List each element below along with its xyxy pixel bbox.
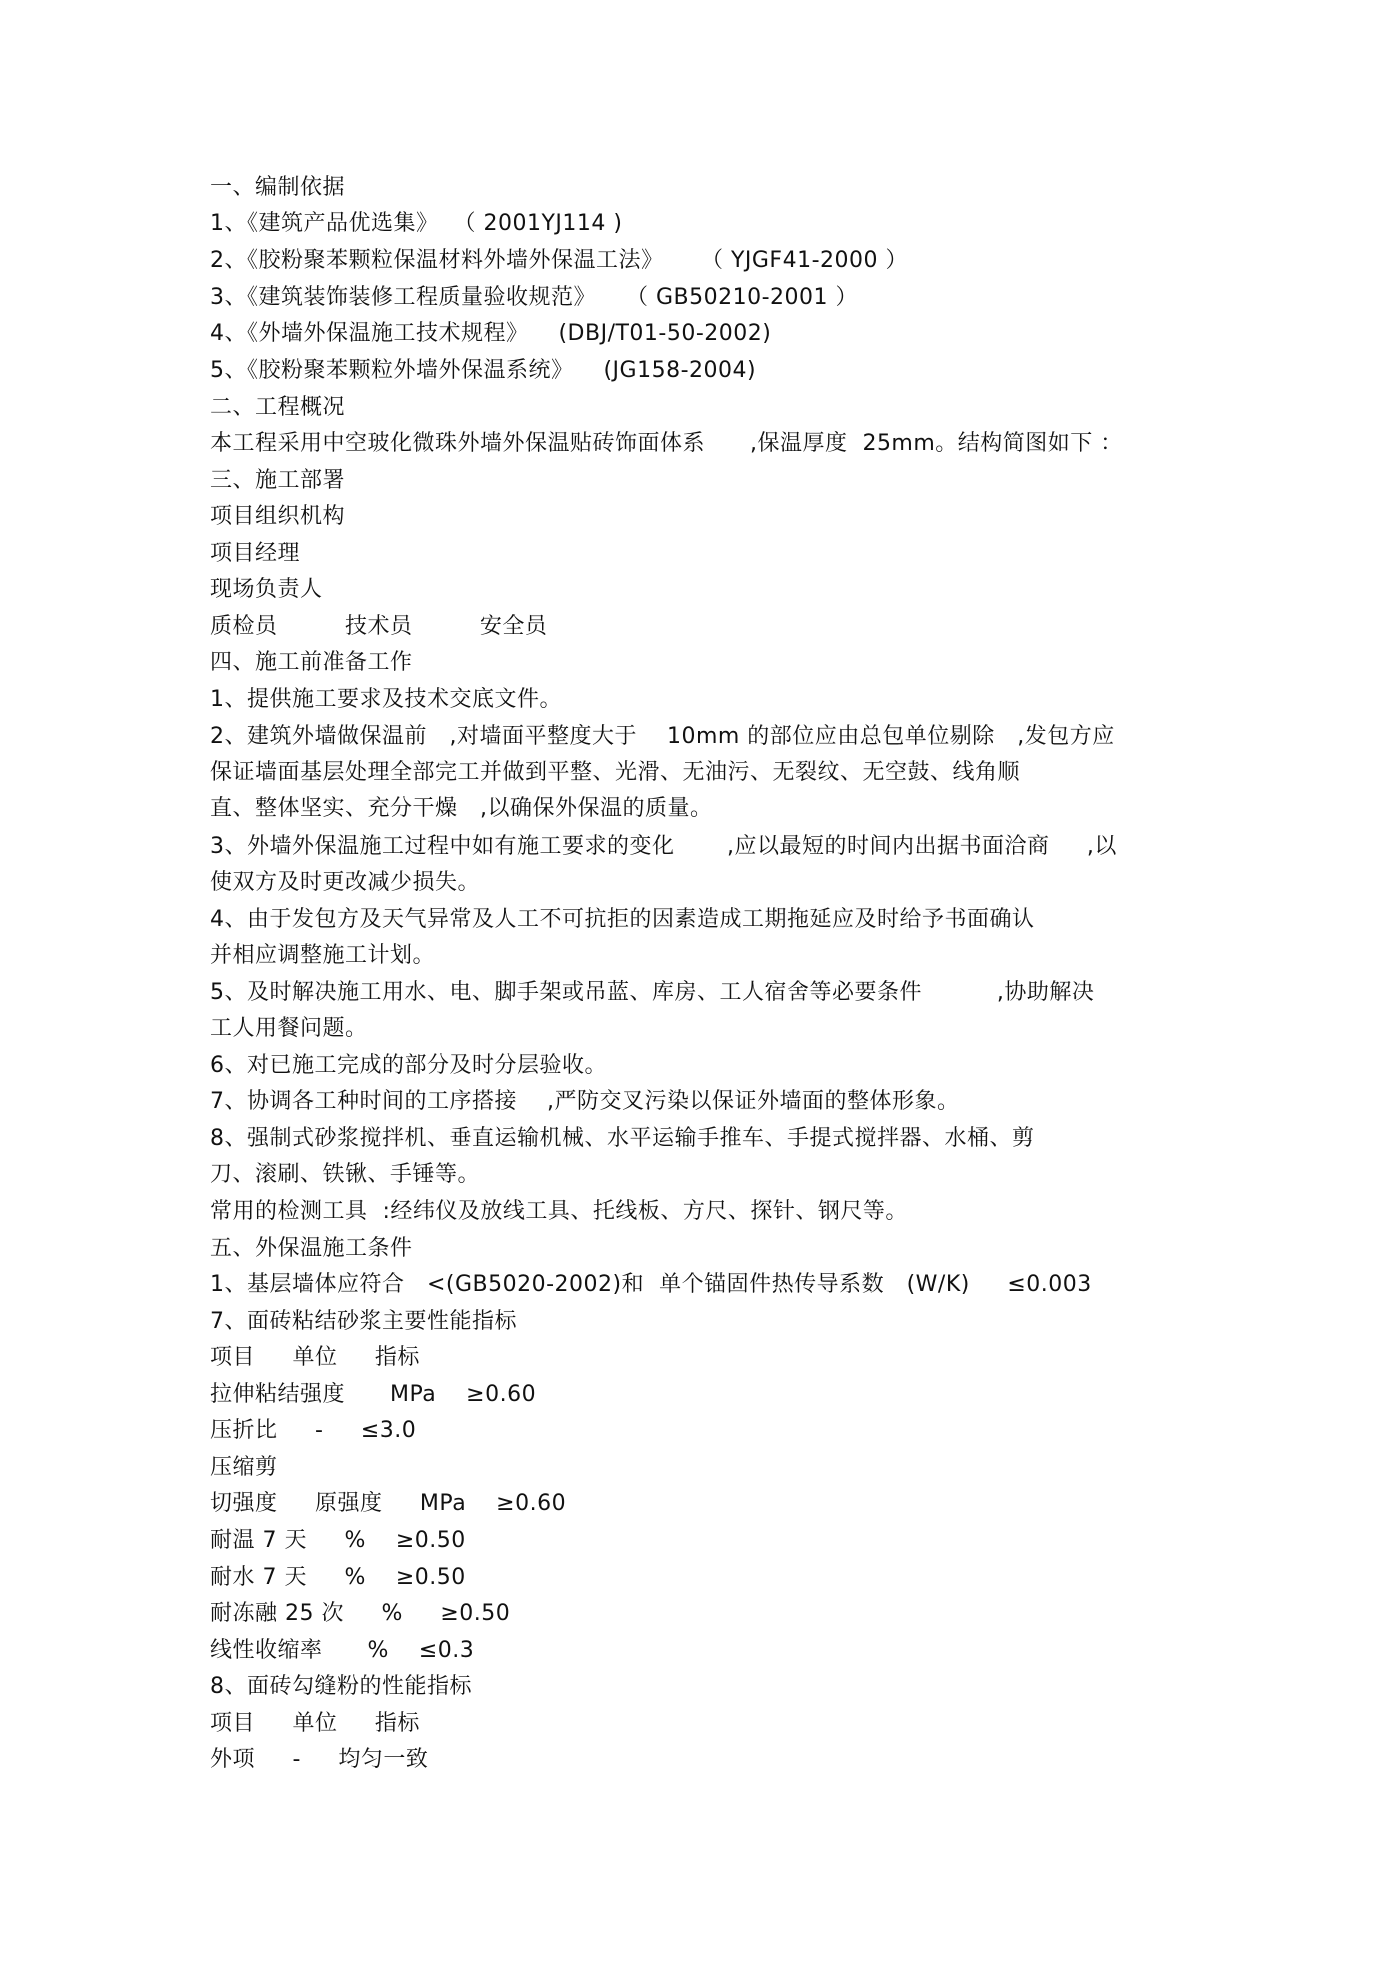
heading-1: 一、编制依据 (210, 175, 346, 200)
inspection-tools-line: 常用的检测工具 :经纬仪及放线工具、托线板、方尺、探针、钢尺等。 (210, 1199, 908, 1224)
reference-3: 3、《建筑装饰装修工程质量验收规范》 （ GB50210-2001 ） (210, 285, 859, 310)
prep-item-5-line-2: 工人用餐问题。 (210, 1016, 368, 1041)
mortar-row: 线性收缩率 % ≤0.3 (210, 1638, 475, 1663)
prep-item-2-line-3: 直、整体坚实、充分干燥 ,以确保外保温的质量。 (210, 796, 713, 821)
mortar-row: 耐水 7 天 % ≥0.50 (210, 1565, 466, 1590)
prep-item-8-line-2: 刀、滚刷、铁锹、手锤等。 (210, 1162, 481, 1187)
mortar-row: 耐温 7 天 % ≥0.50 (210, 1528, 466, 1553)
reference-4: 4、《外墙外保温施工技术规程》 (DBJ/T01-50-2002) (210, 321, 772, 346)
mortar-spec-title: 7、面砖粘结砂浆主要性能指标 (210, 1309, 517, 1334)
grout-row: 外项 - 均匀一致 (210, 1747, 429, 1772)
heading-4: 四、施工前准备工作 (210, 650, 413, 675)
heading-3: 三、施工部署 (210, 468, 346, 493)
prep-item-3-line-2: 使双方及时更改减少损失。 (210, 870, 481, 895)
prep-item-8-line-1: 8、强制式砂浆搅拌机、垂直运输机械、水平运输手推车、手提式搅拌器、水桶、剪 (210, 1126, 1035, 1151)
staff-roles-line: 质检员 技术员 安全员 (210, 614, 548, 639)
mortar-row: 耐冻融 25 次 % ≥0.50 (210, 1601, 511, 1626)
prep-item-5-line-1: 5、及时解决施工用水、电、脚手架或吊蓝、库房、工人宿舍等必要条件 ,协助解决 (210, 980, 1095, 1005)
prep-item-4-line-2: 并相应调整施工计划。 (210, 943, 436, 968)
reference-1: 1、《建筑产品优选集》 （ 2001YJ114 ) (210, 211, 623, 236)
mortar-row: 切强度 原强度 MPa ≥0.60 (210, 1491, 567, 1516)
reference-5: 5、《胶粉聚苯颗粒外墙外保温系统》 (JG158-2004) (210, 358, 757, 383)
project-manager-label: 项目经理 (210, 541, 301, 566)
grout-spec-title: 8、面砖勾缝粉的性能指标 (210, 1674, 472, 1699)
mortar-table-header: 项目 单位 指标 (210, 1345, 420, 1370)
prep-item-1: 1、提供施工要求及技术交底文件。 (210, 687, 562, 712)
mortar-row: 压缩剪 (210, 1455, 278, 1480)
prep-item-6: 6、对已施工完成的部分及时分层验收。 (210, 1053, 607, 1078)
org-structure-label: 项目组织机构 (210, 504, 346, 529)
prep-item-2-line-2: 保证墙面基层处理全部完工并做到平整、光滑、无油污、无裂纹、无空鼓、线角顺 (210, 760, 1021, 785)
site-manager-label: 现场负责人 (210, 577, 323, 602)
condition-item-1: 1、基层墙体应符合 <(GB5020-2002)和 单个锚固件热传导系数 (W/K) ≤0.003 (210, 1272, 1092, 1297)
prep-item-4-line-1: 4、由于发包方及天气异常及人工不可抗拒的因素造成工期拖延应及时给予书面确认 (210, 907, 1035, 932)
reference-2: 2、《胶粉聚苯颗粒保温材料外墙外保温工法》 （ YJGF41-2000 ） (210, 248, 909, 273)
grout-table-header: 项目 单位 指标 (210, 1711, 420, 1736)
mortar-row: 拉伸粘结强度 MPa ≥0.60 (210, 1382, 537, 1407)
prep-item-2-line-1: 2、建筑外墙做保温前 ,对墙面平整度大于 10mm 的部位应由总包单位剔除 ,发包方应 (210, 724, 1115, 749)
project-overview-text: 本工程采用中空玻化微珠外墙外保温贴砖饰面体系 ,保温厚度 25mm。结构简图如下 ： (210, 431, 1123, 456)
prep-item-7: 7、协调各工种时间的工序搭接 ,严防交叉污染以保证外墙面的整体形象。 (210, 1089, 960, 1114)
prep-item-3-line-1: 3、外墙外保温施工过程中如有施工要求的变化 ,应以最短的时间内出据书面洽商 ,以 (210, 834, 1117, 859)
heading-5: 五、外保温施工条件 (210, 1236, 413, 1261)
heading-2: 二、工程概况 (210, 395, 346, 420)
mortar-row: 压折比 - ≤3.0 (210, 1418, 417, 1443)
